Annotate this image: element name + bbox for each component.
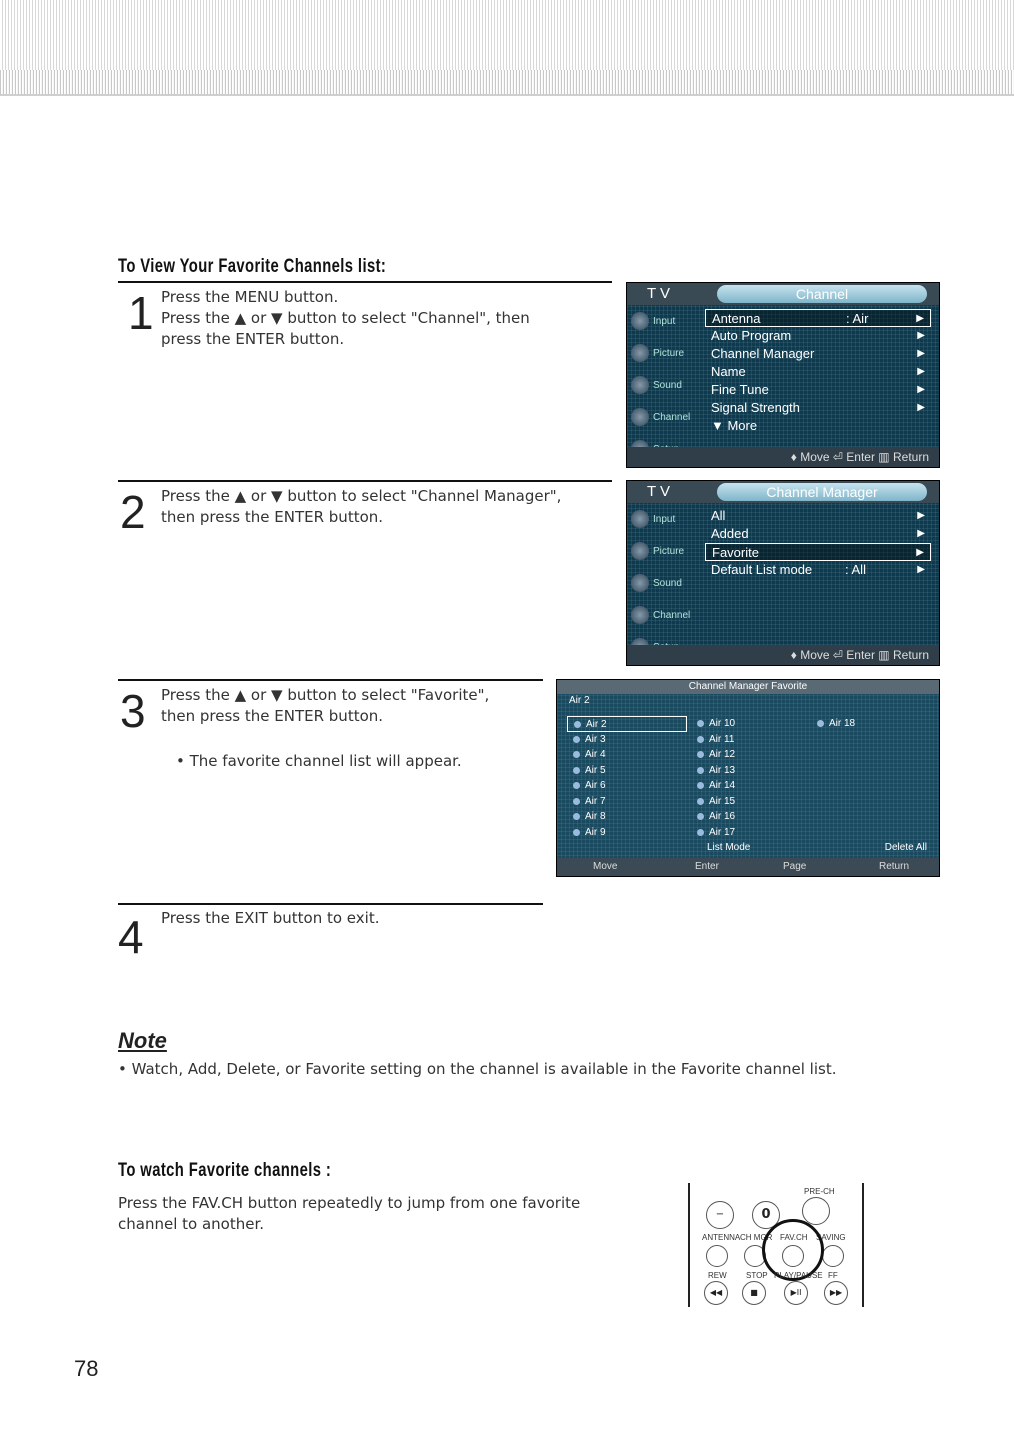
step-line: Press the ▲ or ▼ button to select "Favorite", — [161, 686, 490, 704]
favch-label: FAV.CH — [780, 1233, 808, 1242]
osd-header — [627, 481, 939, 503]
picture-icon — [631, 344, 649, 362]
body-line: Press the FAV.CH button repeatedly to jump from one favorite — [118, 1194, 581, 1212]
step-text — [161, 908, 379, 929]
step-line: then press the ENTER button. — [161, 707, 384, 725]
step-line: Press the EXIT button to exit. — [161, 909, 380, 927]
channel-item[interactable]: Air 8 — [567, 809, 687, 825]
channel-item[interactable]: Air 18 — [811, 716, 931, 732]
section-title: To View Your Favorite Channels list: — [118, 256, 387, 277]
fav-footer — [557, 858, 939, 876]
step-number: 4 — [118, 911, 144, 963]
osd-tv-label: T V — [647, 483, 671, 500]
channel-item[interactable]: Air 12 — [691, 747, 811, 763]
osd-header — [627, 283, 939, 305]
fav-current-channel: Air 2 — [569, 695, 590, 706]
rew-label: REW — [708, 1271, 727, 1280]
ff-button[interactable]: ▶▶ — [824, 1281, 848, 1305]
fav-action-bar — [557, 842, 939, 856]
tv-menu-channel-manager — [626, 480, 940, 666]
step-number: 2 — [120, 486, 146, 538]
menu-item-auto-program[interactable]: Auto Program ▶ — [711, 328, 925, 343]
fav-column-2 — [691, 716, 811, 840]
header-texture — [0, 70, 1014, 94]
step-text — [161, 486, 561, 528]
saving-label: SAVING — [816, 1233, 846, 1242]
zero-button[interactable]: 0 — [752, 1201, 780, 1229]
foot-enter: Enter — [695, 861, 719, 872]
foot-move: Move — [593, 861, 618, 872]
menu-item-all[interactable]: All ▶ — [711, 508, 925, 523]
osd-footer: ♦ Move ⏎ Enter ▥ Return — [627, 447, 939, 467]
step-number: 1 — [128, 287, 154, 339]
playpause-label: PLAY/PAUSE — [774, 1271, 823, 1280]
stop-label: STOP — [746, 1271, 768, 1280]
step-line: Press the MENU button. — [161, 288, 339, 306]
step-text — [161, 287, 530, 350]
menu-item-channel-manager[interactable]: Channel Manager ▶ — [711, 346, 925, 361]
osd-side-input[interactable]: Input — [627, 503, 699, 535]
channel-item[interactable]: Air 5 — [567, 763, 687, 779]
antenna-button[interactable] — [706, 1245, 728, 1267]
foot-return: Return — [879, 861, 910, 872]
antenna-label: ANTENNA — [702, 1233, 741, 1242]
menu-item-more[interactable]: ▼ More — [711, 418, 758, 433]
channel-item[interactable]: Air 9 — [567, 825, 687, 841]
menu-item-default-list-mode[interactable]: Default List mode : All ▶ — [711, 562, 925, 577]
prech-label: PRE-CH — [804, 1187, 835, 1196]
channel-icon — [631, 606, 649, 624]
channel-item[interactable]: Air 17 — [691, 825, 811, 841]
list-mode-button[interactable]: List Mode — [707, 842, 751, 853]
osd-menu — [705, 309, 931, 435]
ff-label: FF — [828, 1271, 838, 1280]
step-text — [161, 685, 489, 727]
menu-item-name[interactable]: Name ▶ — [711, 364, 925, 379]
osd-side-picture[interactable]: Picture — [627, 337, 699, 369]
step-rule — [118, 903, 543, 905]
osd-sidebar — [627, 503, 699, 645]
step-rule — [118, 679, 543, 681]
note-title: Note — [118, 1028, 167, 1053]
channel-item[interactable]: Air 4 — [567, 747, 687, 763]
channel-icon — [631, 408, 649, 426]
step-rule — [118, 480, 612, 482]
channel-item[interactable]: Air 16 — [691, 809, 811, 825]
step-number: 3 — [120, 685, 146, 737]
channel-item[interactable]: Air 10 — [691, 716, 811, 732]
channel-item[interactable]: Air 11 — [691, 732, 811, 748]
menu-item-antenna[interactable]: Antenna : Air ▶ — [705, 309, 931, 327]
osd-side-sound[interactable]: Sound — [627, 369, 699, 401]
section-rule — [118, 281, 612, 283]
channel-item[interactable]: Air 7 — [567, 794, 687, 810]
tv-favorite-list — [556, 679, 940, 877]
sound-icon — [631, 376, 649, 394]
input-icon — [631, 510, 649, 528]
osd-side-sound[interactable]: Sound — [627, 567, 699, 599]
tv-menu-channel — [626, 282, 940, 468]
channel-item[interactable]: Air 13 — [691, 763, 811, 779]
channel-item[interactable]: Air 3 — [567, 732, 687, 748]
note-text: • Watch, Add, Delete, or Favorite setting on the channel is available in the Favorite channel list. — [118, 1060, 837, 1078]
prech-button[interactable] — [802, 1197, 830, 1225]
rew-button[interactable]: ◀◀ — [704, 1281, 728, 1305]
sound-icon — [631, 574, 649, 592]
channel-item[interactable]: Air 15 — [691, 794, 811, 810]
dash-button[interactable]: − — [706, 1201, 734, 1229]
picture-icon — [631, 542, 649, 560]
body-line: channel to another. — [118, 1215, 265, 1233]
step-line: press the ENTER button. — [161, 330, 345, 348]
menu-item-fine-tune[interactable]: Fine Tune ▶ — [711, 382, 925, 397]
section-body — [118, 1193, 580, 1235]
step-line: Press the ▲ or ▼ button to select "Channel Manager", — [161, 487, 562, 505]
osd-title: Channel — [717, 285, 927, 303]
step-line: then press the ENTER button. — [161, 508, 384, 526]
input-icon — [631, 312, 649, 330]
menu-item-favorite[interactable]: Favorite ▶ — [705, 543, 931, 561]
header-band — [0, 0, 1014, 96]
menu-item-added[interactable]: Added ▶ — [711, 526, 925, 541]
osd-tv-label: T V — [647, 285, 671, 302]
channel-item[interactable]: Air 6 — [567, 778, 687, 794]
remote-edge — [862, 1183, 864, 1307]
remote-edge — [688, 1183, 690, 1307]
section-title-watch: To watch Favorite channels : — [118, 1160, 332, 1181]
foot-page: Page — [783, 861, 807, 872]
channel-item[interactable]: Air 14 — [691, 778, 811, 794]
osd-footer: ♦ Move ⏎ Enter ▥ Return — [627, 645, 939, 665]
fav-header: Channel Manager Favorite — [557, 680, 939, 694]
osd-sidebar — [627, 305, 699, 447]
osd-side-channel[interactable]: Channel — [627, 401, 699, 433]
play-pause-button[interactable]: ▶II — [784, 1281, 808, 1305]
step-bullet: • The favorite channel list will appear. — [176, 752, 462, 770]
fav-column-3 — [811, 716, 931, 732]
chmgr-label: CH MGR — [740, 1233, 773, 1242]
remote-illustration — [688, 1183, 864, 1307]
stop-button[interactable]: ■ — [742, 1281, 766, 1305]
fav-column-1 — [567, 716, 687, 840]
osd-side-input[interactable]: Input — [627, 305, 699, 337]
page-number: 78 — [74, 1356, 99, 1381]
saving-button[interactable] — [822, 1245, 844, 1267]
osd-side-channel[interactable]: Channel — [627, 599, 699, 631]
channel-item[interactable]: Air 2 — [567, 716, 687, 732]
osd-title: Channel Manager — [717, 483, 927, 501]
delete-all-button[interactable]: Delete All — [884, 842, 927, 853]
step-line: Press the ▲ or ▼ button to select "Channel", then — [161, 309, 530, 327]
osd-side-picture[interactable]: Picture — [627, 535, 699, 567]
menu-item-signal-strength[interactable]: Signal Strength ▶ — [711, 400, 925, 415]
osd-menu — [705, 507, 931, 579]
